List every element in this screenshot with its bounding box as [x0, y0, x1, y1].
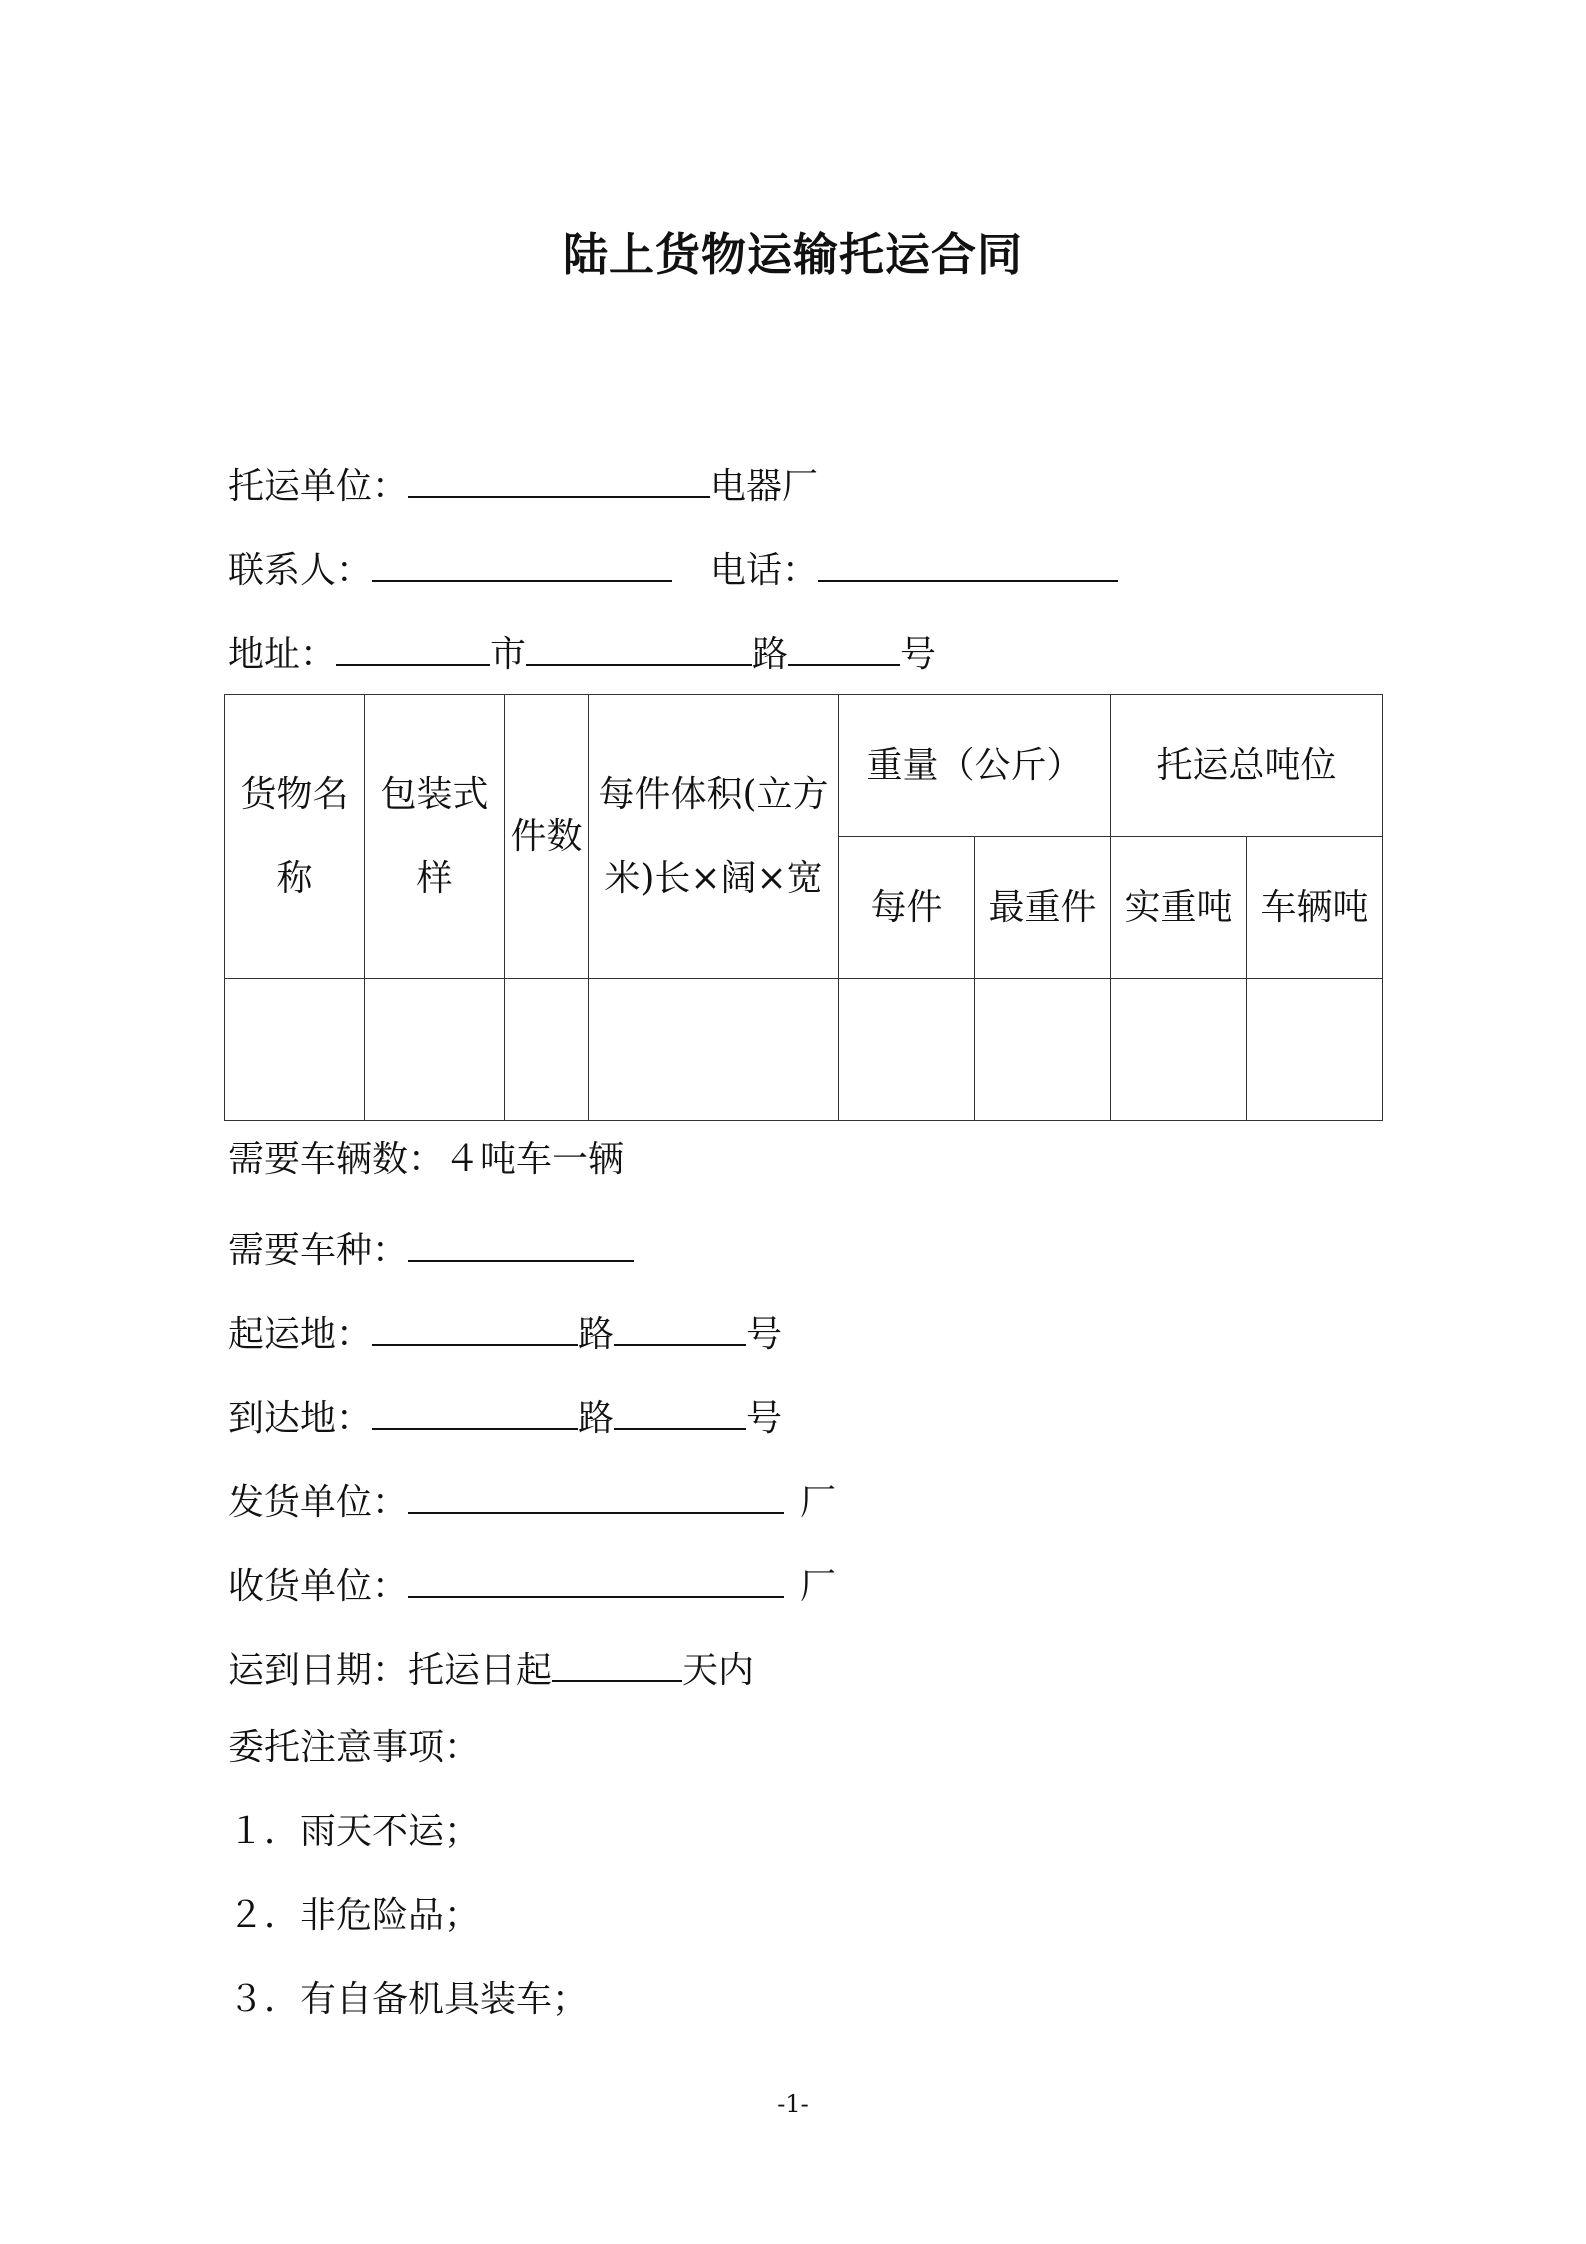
receiver-blank[interactable]	[408, 1552, 784, 1598]
header-vehicle-ton: 车辆吨	[1247, 837, 1383, 979]
destination-road: 路	[578, 1398, 615, 1439]
notes-item	[228, 1972, 588, 2028]
contact-blank[interactable]	[372, 536, 672, 582]
header-volume: 每件体积(立方米)长×阔×宽	[589, 695, 839, 979]
cell-per-piece[interactable]	[839, 979, 975, 1121]
header-packaging: 包装式样	[365, 695, 505, 979]
sender-label: 发货单位：	[228, 1482, 409, 1523]
address-road: 路	[752, 634, 789, 675]
receiver-label: 收货单位：	[228, 1566, 409, 1607]
vehicle-type-line	[228, 1216, 634, 1272]
address-city: 市	[490, 634, 527, 675]
shipper-label: 托运单位：	[228, 466, 409, 507]
notes-item	[228, 1888, 480, 1944]
header-per-piece: 每件	[839, 837, 975, 979]
header-count: 件数	[505, 695, 589, 979]
sender-suffix: 厂	[800, 1482, 837, 1523]
cell-volume[interactable]	[589, 979, 839, 1121]
cell-vehicle-ton[interactable]	[1247, 979, 1383, 1121]
destination-line	[228, 1384, 782, 1440]
cell-packaging[interactable]	[365, 979, 505, 1121]
note-item-3: ３．有自备机具装车；	[228, 1979, 589, 2020]
document-title: 陆上货物运输托运合同	[562, 228, 1023, 281]
sender-blank[interactable]	[408, 1468, 784, 1514]
phone-label: 电话：	[710, 550, 819, 591]
note-item-1: １．雨天不运；	[228, 1811, 481, 1852]
origin-line	[228, 1300, 782, 1356]
header-actual-ton: 实重吨	[1111, 837, 1247, 979]
destination-road-blank[interactable]	[372, 1384, 578, 1430]
phone-blank[interactable]	[818, 536, 1118, 582]
address-number: 号	[900, 634, 937, 675]
receiver-suffix: 厂	[800, 1566, 837, 1607]
address-label: 地址：	[228, 634, 337, 675]
delivery-date-label: 运到日期：托运日起	[228, 1650, 553, 1691]
header-weight: 重量（公斤）	[839, 695, 1111, 837]
cell-goods-name[interactable]	[225, 979, 365, 1121]
shipper-blank[interactable]	[408, 452, 710, 498]
address-city-blank[interactable]	[336, 620, 490, 666]
notes-heading: 委托注意事项：	[228, 1727, 481, 1768]
cell-heaviest[interactable]	[975, 979, 1111, 1121]
vehicles-needed-line	[228, 1132, 624, 1188]
address-road-blank[interactable]	[526, 620, 752, 666]
shipper-suffix: 电器厂	[710, 466, 819, 507]
notes-item	[228, 1804, 480, 1860]
origin-road-blank[interactable]	[372, 1300, 578, 1346]
destination-label: 到达地：	[228, 1398, 373, 1439]
page-number: -1-	[777, 2090, 809, 2118]
receiver-line	[228, 1552, 836, 1608]
origin-number-blank[interactable]	[614, 1300, 746, 1346]
header-tonnage: 托运总吨位	[1111, 695, 1383, 837]
goods-table	[224, 694, 1383, 1121]
vehicle-type-label: 需要车种：	[228, 1230, 409, 1271]
header-heaviest: 最重件	[975, 837, 1111, 979]
notes-heading-line	[228, 1720, 480, 1776]
address-number-blank[interactable]	[788, 620, 900, 666]
destination-number-blank[interactable]	[614, 1384, 746, 1430]
origin-label: 起运地：	[228, 1314, 373, 1355]
origin-number: 号	[746, 1314, 783, 1355]
note-item-2: ２．非危险品；	[228, 1895, 481, 1936]
contact-label: 联系人：	[228, 550, 373, 591]
delivery-days-blank[interactable]	[552, 1636, 682, 1682]
vehicle-type-blank[interactable]	[408, 1216, 634, 1262]
cell-actual-ton[interactable]	[1111, 979, 1247, 1121]
destination-number: 号	[746, 1398, 783, 1439]
address-line	[228, 620, 936, 676]
shipper-line	[228, 452, 818, 508]
delivery-date-line	[228, 1636, 754, 1692]
delivery-date-suffix: 天内	[682, 1650, 755, 1691]
header-goods-name: 货物名称	[225, 695, 365, 979]
origin-road: 路	[578, 1314, 615, 1355]
contact-line	[228, 536, 1118, 592]
cell-count[interactable]	[505, 979, 589, 1121]
vehicles-needed: 需要车辆数：４吨车一辆	[228, 1139, 625, 1180]
sender-line	[228, 1468, 836, 1524]
